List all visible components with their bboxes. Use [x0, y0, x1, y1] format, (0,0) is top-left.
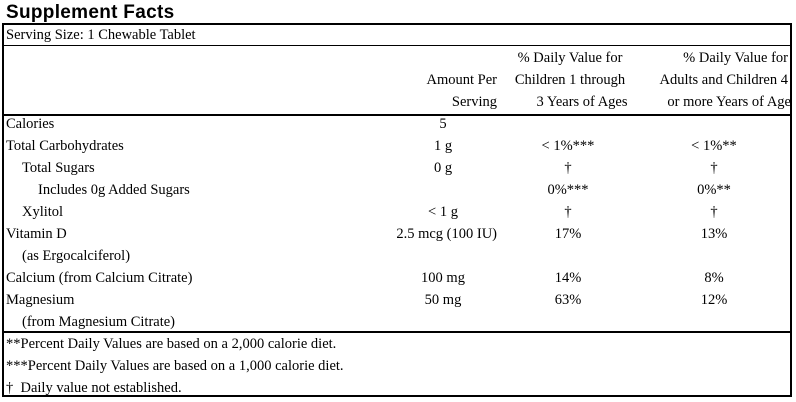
- nutrient-name: Magnesium: [6, 292, 75, 308]
- nutrient-amount: 100 mg: [421, 270, 465, 286]
- nutrient-name: Calcium (from Calcium Citrate): [6, 270, 193, 286]
- header-adults-line: or more Years of Age: [667, 94, 791, 110]
- nutrient-source: (from Magnesium Citrate): [22, 314, 176, 330]
- dv-children: < 1%***: [541, 138, 595, 154]
- dv-children: †: [564, 160, 572, 176]
- dv-adults: < 1%**: [691, 138, 737, 154]
- nutrient-source: (as Ergocalciferol): [22, 248, 131, 264]
- dv-children: 17%: [554, 226, 582, 242]
- header-amount-line: Amount Per: [426, 72, 497, 88]
- footnote-2000-calorie: **Percent Daily Values are based on a 2,000 calorie diet.: [6, 336, 337, 352]
- nutrient-amount: < 1 g: [428, 204, 458, 220]
- dv-children: †: [564, 204, 572, 220]
- divider-header: [4, 114, 790, 116]
- nutrient-amount: 2.5 mcg (100 IU): [396, 226, 497, 242]
- header-adults-line: Adults and Children 4: [659, 72, 788, 88]
- dv-children: 63%: [554, 292, 582, 308]
- nutrient-name: Includes 0g Added Sugars: [38, 182, 190, 198]
- dv-adults: †: [710, 160, 718, 176]
- dv-children: 0%***: [547, 182, 589, 198]
- dv-adults: 8%: [704, 270, 724, 286]
- dv-children: 14%: [554, 270, 582, 286]
- dv-adults: 12%: [700, 292, 728, 308]
- nutrient-amount: 0 g: [433, 160, 453, 176]
- nutrient-name: Total Sugars: [22, 160, 95, 176]
- nutrient-name: Total Carbohydrates: [6, 138, 124, 154]
- serving-size: Serving Size: 1 Chewable Tablet: [6, 27, 196, 43]
- header-children-line: 3 Years of Ages: [536, 94, 628, 110]
- nutrient-name: Xylitol: [22, 204, 64, 220]
- nutrient-name: Calories: [6, 116, 55, 132]
- header-amount-line: Serving: [451, 94, 497, 110]
- header-adults-line: % Daily Value for: [683, 50, 788, 66]
- divider-serving: [4, 45, 790, 46]
- nutrient-amount: 50 mg: [424, 292, 462, 308]
- nutrient-amount: 1 g: [433, 138, 453, 154]
- dv-adults: †: [710, 204, 718, 220]
- header-children-line: Children 1 through: [514, 72, 626, 88]
- footnote-not-established: † Daily value not established.: [6, 380, 182, 396]
- dv-adults: 0%**: [697, 182, 731, 198]
- nutrient-amount: 5: [439, 116, 447, 132]
- dv-adults: 13%: [700, 226, 728, 242]
- panel-title: Supplement Facts: [6, 2, 175, 23]
- header-children-line: % Daily Value for: [517, 50, 623, 66]
- nutrient-name: Vitamin D: [6, 226, 67, 242]
- footnote-1000-calorie: ***Percent Daily Values are based on a 1,000 calorie diet.: [6, 358, 344, 374]
